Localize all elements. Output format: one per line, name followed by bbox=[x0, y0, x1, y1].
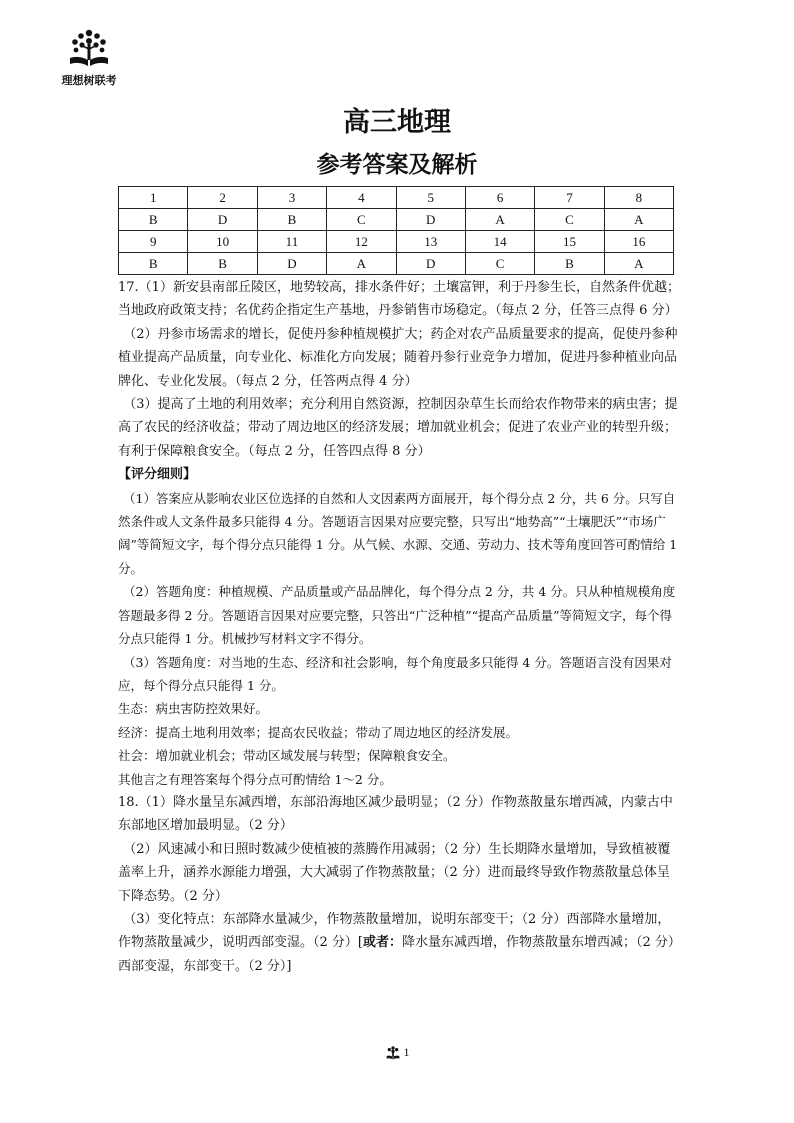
page-number: 1 bbox=[403, 1045, 410, 1059]
q18-alt-label: 或者： bbox=[362, 935, 402, 951]
answer-table-cell: C bbox=[327, 209, 396, 231]
rubric-header: 【评分细则】 bbox=[118, 467, 197, 483]
tree-mini-icon bbox=[385, 1046, 401, 1060]
answer-table-cell: A bbox=[604, 253, 673, 275]
answer-table-cell: 5 bbox=[396, 187, 465, 209]
answer-table-cell: C bbox=[465, 253, 534, 275]
rubric-part1: （1）答案应从影响农业区位选择的自然和人文因素两方面展开，每个得分点 2 分，共 6 分。只写自然条件或人文条件最多只能得 4 分。答题语言因果对应要完整，只写出“地势高”“土壤肥沃”“市场广阔”等简短文字，每个得分点只能得 1 分。从气候、水源、交通、劳动力、技术等角度回答可酌情给 1 分。 bbox=[118, 490, 678, 576]
q17-part2: （2）丹参市场需求的增长，促使丹参种植规模扩大；药企对农产品质量要求的提高，促使丹参种植业提高产品质量，向专业化、标准化方向发展；随着丹参行业竞争力增加，促进丹参种植业向品牌化、专业化发展。（每点 2 分，任答两点得 4 分） bbox=[118, 326, 678, 389]
answer-table-cell: B bbox=[188, 253, 257, 275]
answer-table-cell: 3 bbox=[257, 187, 326, 209]
rubric-economy: 经济：提高土地利用效率；提高农民收益；带动了周边地区的经济发展。 bbox=[118, 724, 519, 740]
answer-table-row bbox=[119, 209, 674, 231]
q18-part3-b: 降水量东减西增，作物蒸散量东增西减；（2 分）西部变湿，东部变干。（2 分）] bbox=[118, 935, 675, 974]
answer-table-cell: A bbox=[327, 253, 396, 275]
answer-table-cell: 10 bbox=[188, 231, 257, 253]
answer-table-cell: C bbox=[535, 209, 604, 231]
answer-table-cell: 9 bbox=[119, 231, 188, 253]
answer-table-cell: 8 bbox=[604, 187, 673, 209]
q18-part3 bbox=[118, 908, 680, 978]
q18-part1: 18.（1）降水量呈东减西增，东部沿海地区减少最明显；（2 分）作物蒸散量东增西减，内蒙古中东部地区增加最明显。（2 分） bbox=[118, 794, 673, 834]
answer-table-cell: A bbox=[604, 209, 673, 231]
q17-part3: （3）提高了土地的利用效率；充分利用自然资源，控制因杂草生长而给农作物带来的病虫害；提高了农民的经济收益；带动了周边地区的经济发展；增加就业机会；促进了农业产业的转型升级；有利于保障粮食安全。（每点 2 分，任答四点得 8 分） bbox=[118, 397, 678, 459]
answer-table-row bbox=[119, 253, 674, 275]
answer-table-cell: 11 bbox=[257, 231, 326, 253]
q18-part2: （2）风速减小和日照时数减少使植被的蒸腾作用减弱；（2 分）生长期降水量增加，导致植被覆盖率上升，涵养水源能力增强，大大减弱了作物蒸散量；（2 分）进而最终导致作物蒸散量总体呈下降态势。（2 分） bbox=[118, 841, 671, 904]
rubric-ecology: 生态：病虫害防控效果好。 bbox=[118, 701, 269, 717]
tree-logo-icon bbox=[67, 28, 111, 70]
answer-table-row bbox=[119, 231, 674, 253]
answer-table-cell: 7 bbox=[535, 187, 604, 209]
rubric-part2: （2）答题角度：种植规模、产品质量或产品品牌化，每个得分点 2 分，共 4 分。只从种植规模角度答题最多得 2 分。答题语言因果对应要完整，只答出“广泛种植”“提高产品质量”等简短文字，每个得分点只能得 1 分。机械抄写材料文字不得分。 bbox=[118, 584, 676, 647]
answer-table-cell: 2 bbox=[188, 187, 257, 209]
answer-table-cell: B bbox=[119, 209, 188, 231]
answer-table-cell: B bbox=[535, 253, 604, 275]
rubric-other: 其他言之有理答案每个得分点可酌情给 1～2 分。 bbox=[118, 771, 392, 787]
q18-part3-a: （3）变化特点：东部降水量减少，作物蒸散量增加，说明东部变干；（2 分）西部降水量增加，作物蒸散量减少，说明西部变湿。（2 分）[ bbox=[118, 911, 671, 951]
page-title: 高三地理 bbox=[343, 107, 451, 138]
logo bbox=[52, 28, 126, 88]
answer-table-cell: 16 bbox=[604, 231, 673, 253]
answer-table-cell: D bbox=[188, 209, 257, 231]
answer-table-cell: 14 bbox=[465, 231, 534, 253]
answer-table-cell: 15 bbox=[535, 231, 604, 253]
answer-table-cell: 12 bbox=[327, 231, 396, 253]
answer-table-cell: D bbox=[396, 253, 465, 275]
page-subtitle: 参考答案及解析 bbox=[316, 152, 478, 178]
answer-table-cell: B bbox=[119, 253, 188, 275]
answer-table-cell: 1 bbox=[119, 187, 188, 209]
rubric-society: 社会：增加就业机会；带动区域发展与转型；保障粮食安全。 bbox=[118, 748, 456, 764]
answer-table-cell: D bbox=[396, 209, 465, 231]
logo-text: 理想树联考 bbox=[61, 74, 117, 87]
page-footer bbox=[0, 1045, 794, 1060]
answer-table-row bbox=[119, 187, 674, 209]
answer-table-cell: 13 bbox=[396, 231, 465, 253]
answer-table-cell: A bbox=[465, 209, 534, 231]
answer-table-cell: 4 bbox=[327, 187, 396, 209]
rubric-part3: （3）答题角度：对当地的生态、经济和社会影响，每个角度最多只能得 4 分。答题语言没有因果对应，每个得分点只能得 1 分。 bbox=[118, 654, 672, 693]
q17-part1: 17.（1）新安县南部丘陵区，地势较高，排水条件好；土壤富钾，利于丹参生长，自然条件优越；当地政府政策支持；名优药企指定生产基地，丹参销售市场稳定。（每点 2 分，任答三点得 6 分） bbox=[118, 280, 680, 319]
answer-table bbox=[118, 186, 674, 275]
answer-content bbox=[118, 276, 680, 978]
answer-table-cell: B bbox=[257, 209, 326, 231]
answer-table-cell: D bbox=[257, 253, 326, 275]
answer-table-cell: 6 bbox=[465, 187, 534, 209]
